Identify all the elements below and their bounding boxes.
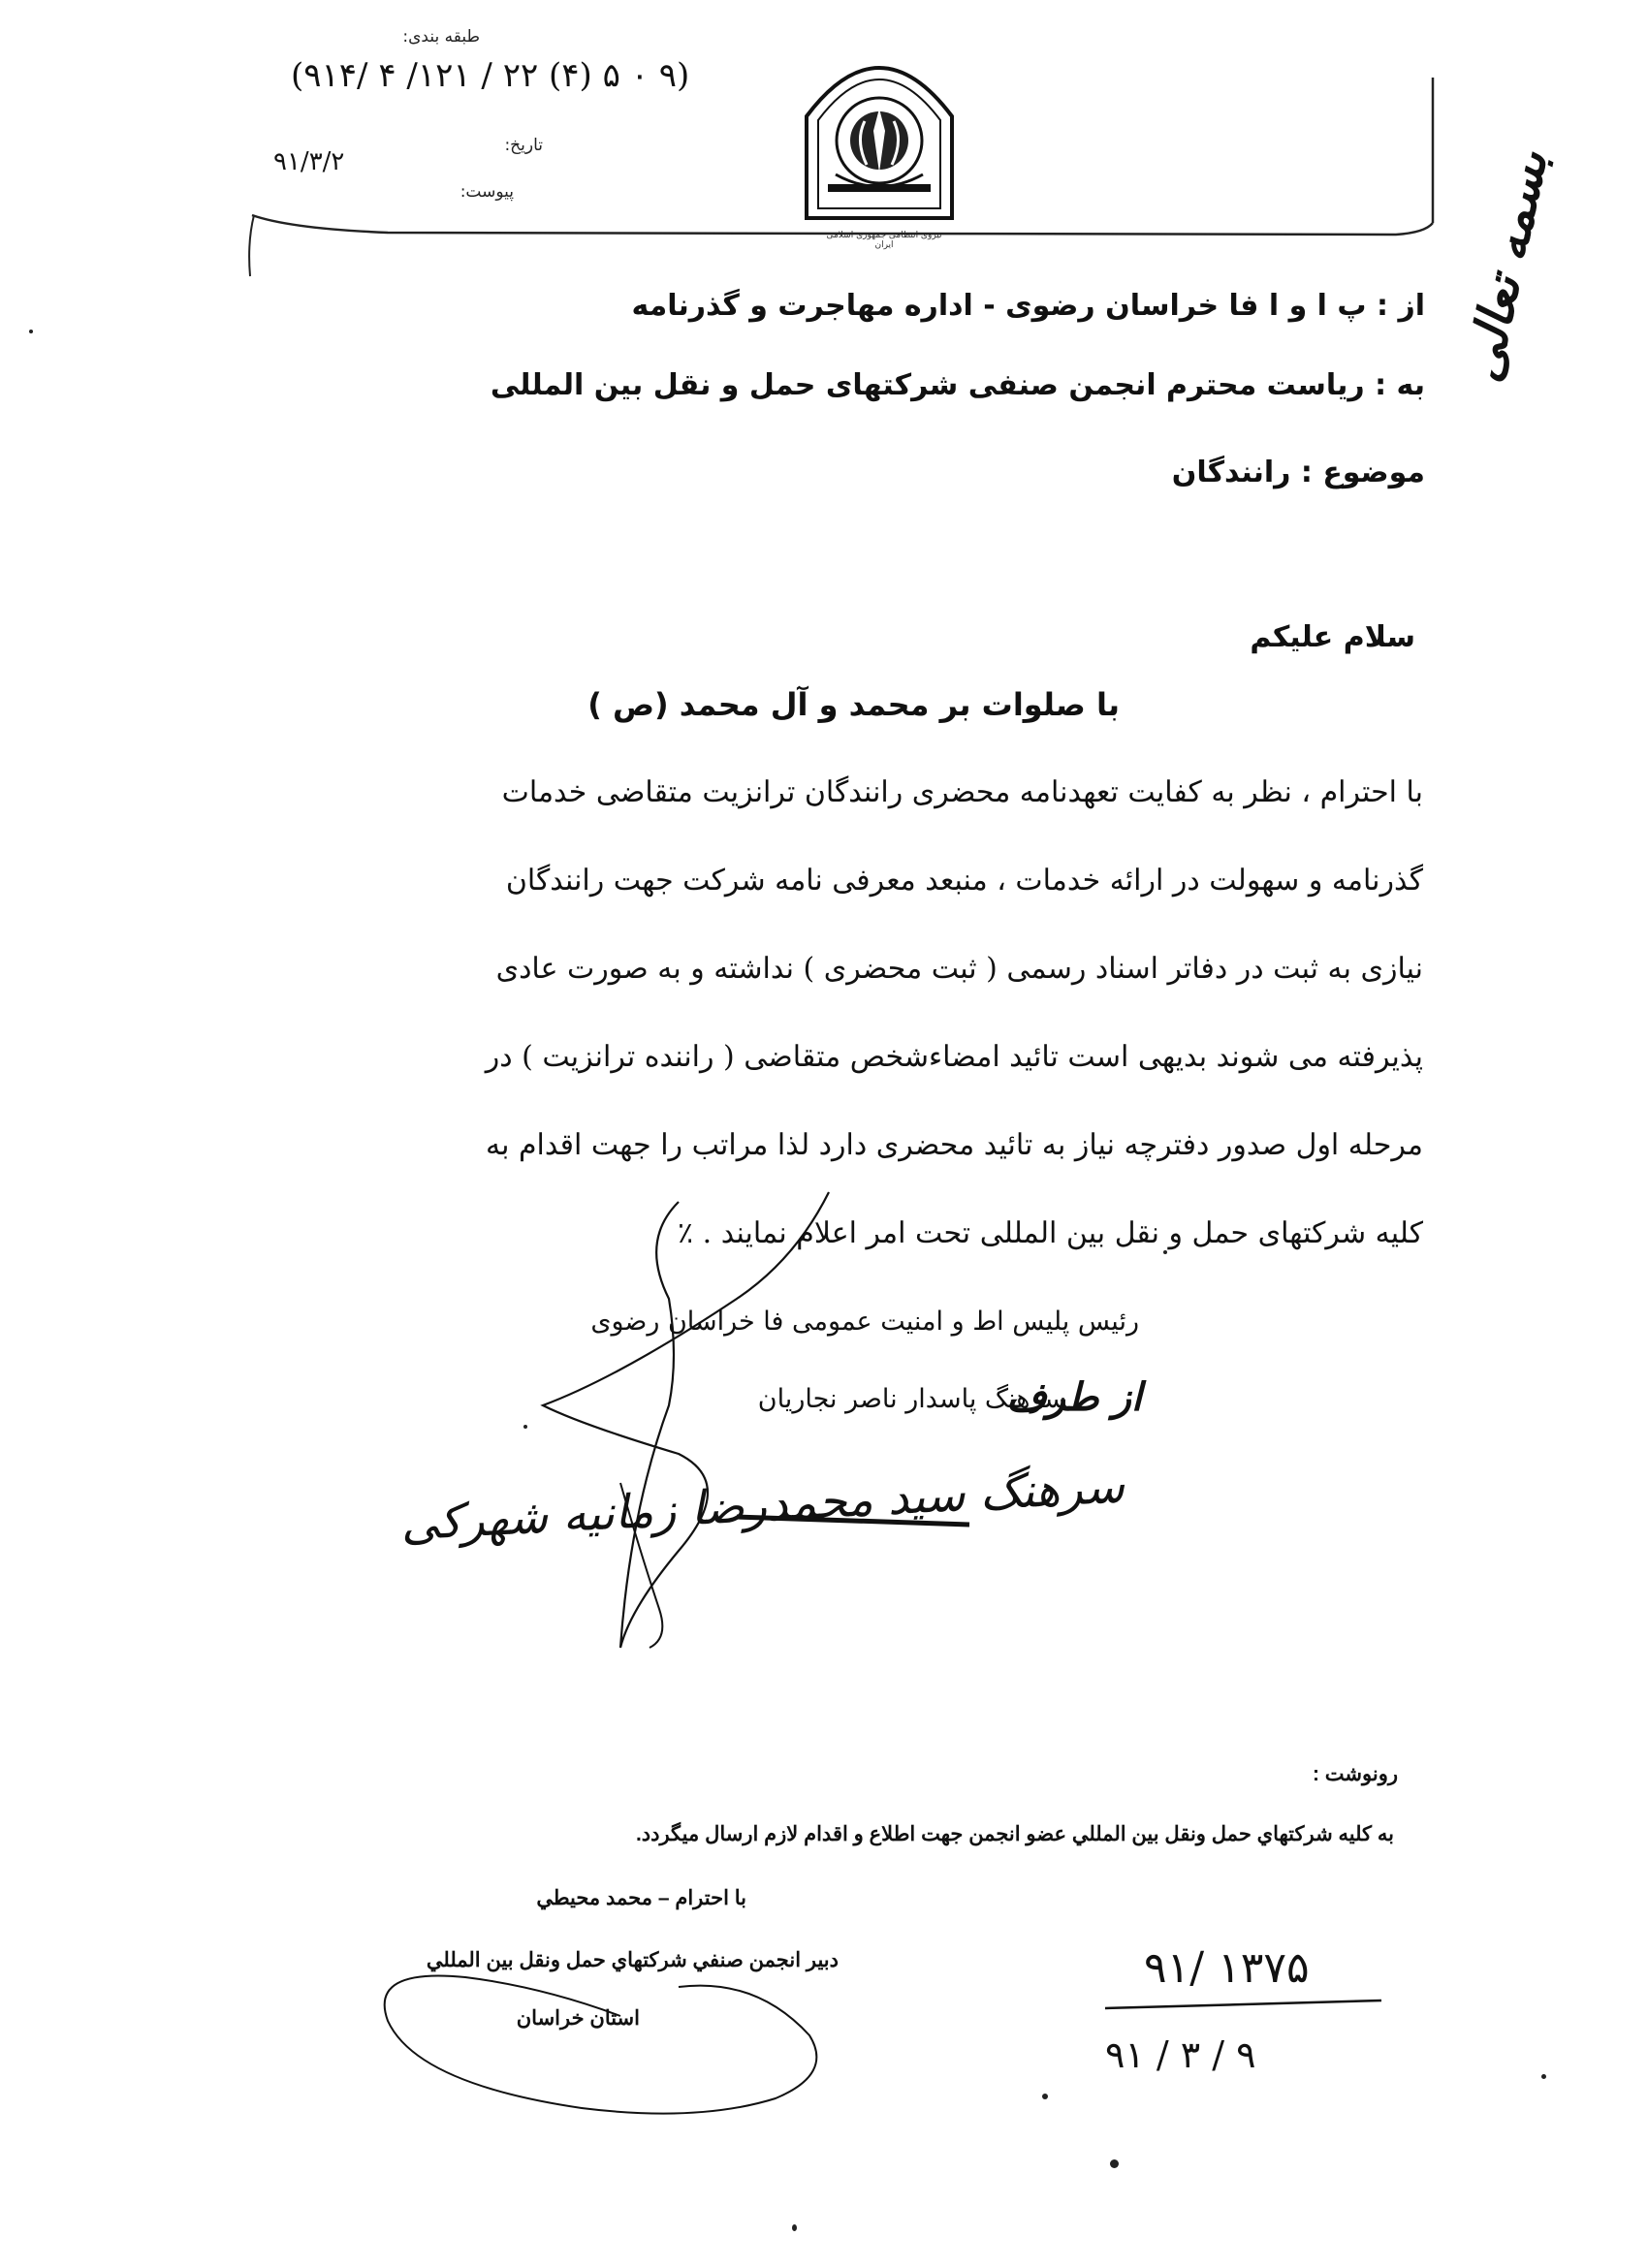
body-line: با احترام ، نظر به کفایت تعهدنامه محضری رانندگان ترانزیت متقاضی خدمات [501, 775, 1423, 809]
body-line: مرحله اول صدور دفترچه نیاز به تائید محضری دارد لذا مراتب را جهت اقدام به [486, 1128, 1423, 1162]
handwritten-signature: سرهنگ سید محمدرضا زمانیه شهرکی [398, 1459, 1125, 1552]
subject-line: موضوع : رانندگان [1171, 456, 1425, 489]
scan-speck [792, 2224, 797, 2231]
date-value: ۹۱/۳/۲ [273, 147, 345, 176]
body-line: پذیرفته می شوند بدیهی است تائید امضاءشخص متقاضی ( راننده ترانزیت ) در [485, 1040, 1423, 1074]
date-label: تاریخ: [504, 136, 543, 155]
scan-speck [1110, 2159, 1119, 2168]
body-line: کلیه شرکتهای حمل و نقل بین المللی تحت امر اعلام نمایند . ٪ [678, 1216, 1423, 1250]
copy-province: استان خراسان [516, 2007, 640, 2030]
from-line: از : پ ا و ا فا خراسان رضوی - اداره مهاجرت و گذرنامه [631, 289, 1425, 323]
greeting: سلام علیکم [1250, 620, 1415, 654]
copy-label: رونوشت : [1312, 1763, 1398, 1785]
body-line: نیازی به ثبت در دفاتر اسناد رسمی ( ثبت محضری ) نداشته و به صورت عادی [495, 952, 1423, 986]
copy-regards: با احترام – محمد محيطي [536, 1887, 746, 1909]
registration-number: ۹۱/ ۱۳۷۵ [1144, 1943, 1310, 1993]
scan-speck [29, 330, 33, 333]
on-behalf-mark: از طرف [1006, 1374, 1142, 1420]
body-line: گذرنامه و سهولت در ارائه خدمات ، منبعد معرفی نامه شرکت جهت رانندگان [505, 864, 1423, 898]
to-line: به : ریاست محترم انجمن صنفی شرکتهای حمل و نقل بین المللی [490, 368, 1425, 402]
copy-position: دبير انجمن صنفي شركتهاي حمل ونقل بين المللي [426, 1949, 839, 1971]
scan-speck [1042, 2094, 1048, 2099]
copy-text: به كليه شركتهاي حمل ونقل بين المللي عضو انجمن جهت اطلاع و اقدام لازم ارسال ميگردد. [635, 1823, 1394, 1845]
invocation-text: بسمه تعالی [1453, 145, 1559, 387]
scan-speck [1163, 1250, 1167, 1254]
signatory-title: رئیس پلیس اط و امنیت عمومی فا خراسان رضوی [590, 1307, 1139, 1337]
emblem-caption: نیروی انتظامی جمهوری اسلامی ایران [826, 231, 942, 250]
classification-label: طبقه بندی: [402, 27, 480, 47]
salutation: با صلوات بر محمد و آل محمد (ص ) [587, 686, 1120, 723]
registration-date: ۹۱ / ۳ / ۹ [1105, 2033, 1256, 2076]
signatory-name: سرهنگ پاسدار ناصر نجاریان [757, 1384, 1066, 1414]
scan-speck [1541, 2074, 1546, 2079]
scan-speck [523, 1425, 527, 1429]
attachment-label: پیوست: [460, 182, 514, 202]
letter-number: (۹۱۴/ ۴ /۱۲۱ / ۲۲ (۴) ۵ ۰ ۹) [291, 56, 690, 95]
